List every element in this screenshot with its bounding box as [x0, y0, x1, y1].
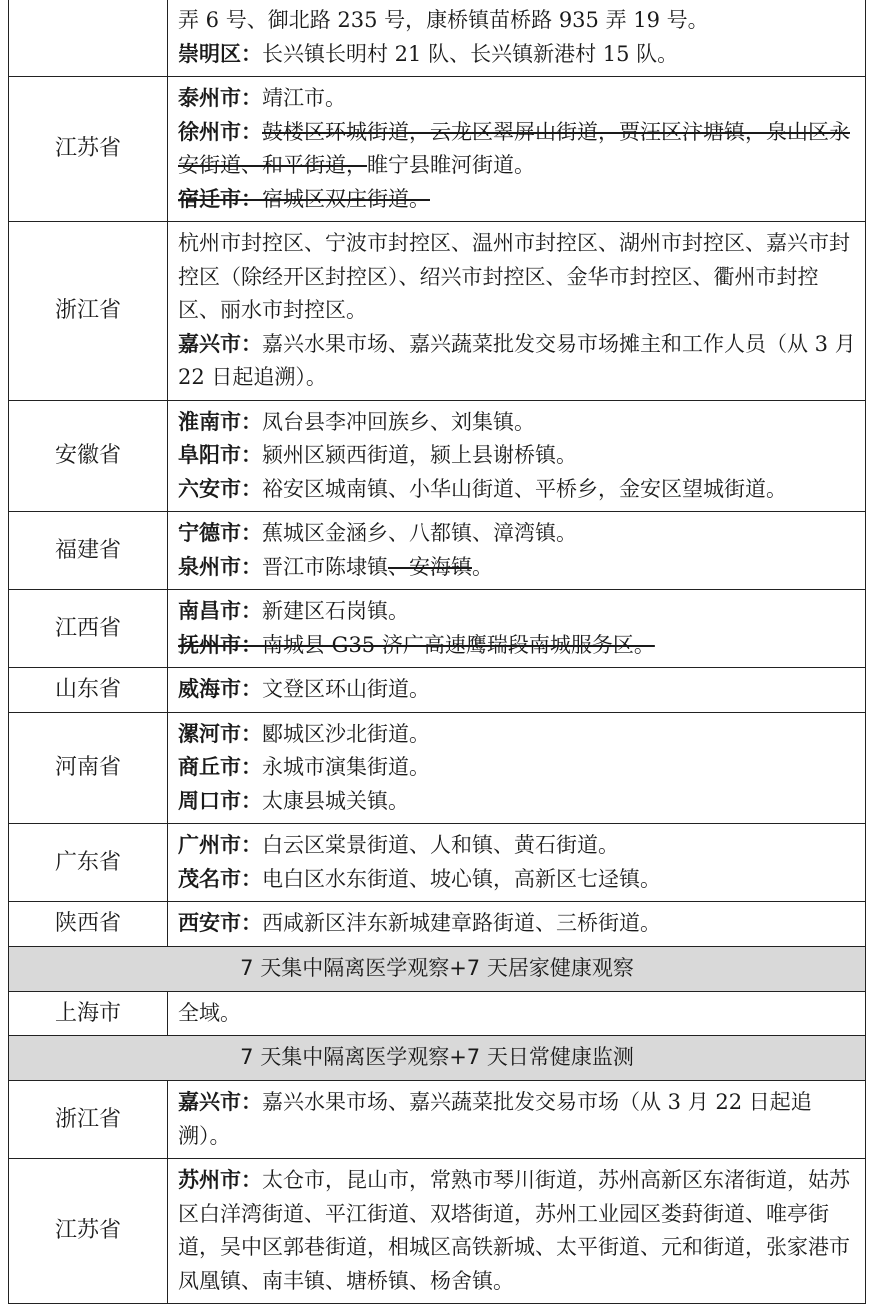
struck-text: 南城县 G35 济广高速鹰瑞段南城服务区。: [262, 632, 655, 657]
area-line: [178, 785, 857, 819]
struck-text: 、安海镇: [388, 554, 472, 579]
city-label: 苏州市：: [178, 1168, 262, 1192]
table-row: [9, 590, 866, 668]
area-cell: [168, 400, 866, 512]
area-text: 太康县城关镇。: [262, 788, 409, 813]
area-text: 蕉城区金涵乡、八都镇、漳湾镇。: [262, 521, 577, 545]
area-cell: [168, 824, 866, 902]
province-cell: [9, 0, 168, 77]
table-row: [9, 668, 866, 713]
city-label: 嘉兴市：: [178, 1090, 262, 1114]
area-cell: [168, 712, 866, 824]
city-label: 广州市：: [178, 833, 262, 857]
province-cell: 安徽省: [9, 400, 168, 512]
area-text: 颍州区颍西街道，颍上县谢桥镇。: [262, 443, 577, 467]
area-line: [178, 183, 857, 217]
area-line: [178, 473, 857, 507]
area-line: [178, 38, 857, 72]
area-line: [178, 227, 857, 328]
city-label: 宿迁市：: [178, 186, 262, 211]
area-cell: [168, 590, 866, 668]
city-label: 阜阳市：: [178, 443, 262, 467]
province-cell: 山东省: [9, 668, 168, 713]
province-cell: 福建省: [9, 512, 168, 590]
area-text: 电白区水东街道、坡心镇，高新区七迳镇。: [262, 866, 661, 891]
area-text: 嘉兴水果市场、嘉兴蔬菜批发交易市场摊主和工作人员（从 3 月 22 日起追溯）。: [178, 331, 856, 389]
table-row: [9, 400, 866, 512]
area-line: [178, 718, 857, 752]
area-text: 白云区棠景街道、人和镇、黄石街道。: [262, 833, 619, 857]
area-text: 长兴镇长明村 21 队、长兴镇新港村 15 队。: [262, 41, 679, 66]
area-cell: [168, 512, 866, 590]
province-cell: 浙江省: [9, 1081, 168, 1159]
section-title: 7 天集中隔离医学观察+7 天日常健康监测: [9, 1036, 866, 1081]
area-line: [178, 751, 857, 785]
city-label: 淮南市：: [178, 409, 262, 434]
area-line: [178, 517, 857, 551]
province-cell: 江苏省: [9, 1159, 168, 1304]
city-label: 威海市：: [178, 677, 262, 701]
province-cell: 上海市: [9, 991, 168, 1036]
area-line: [178, 1164, 857, 1298]
area-line: [178, 673, 857, 707]
area-cell: [168, 668, 866, 713]
area-text: 杭州市封控区、宁波市封控区、温州市封控区、湖州市封控区、嘉兴市封控区（除经开区封控区）、绍兴市封控区、金华市封控区、衢州市封控区、丽水市封控区。: [178, 231, 850, 322]
city-label: 商丘市：: [178, 755, 262, 779]
area-text: 永城市演集街道。: [262, 755, 430, 779]
area-text: 全域。: [178, 1000, 241, 1025]
area-line: [178, 82, 857, 116]
area-text: 西咸新区沣东新城建章路街道、三桥街道。: [262, 911, 661, 935]
area-text: 。: [472, 554, 493, 579]
area-text: 文登区环山街道。: [262, 677, 430, 701]
city-label: 宁德市：: [178, 521, 262, 545]
area-line: [178, 4, 857, 38]
city-label: 抚州市：: [178, 632, 262, 657]
city-label: 六安市：: [178, 476, 262, 501]
area-text: 郾城区沙北街道。: [262, 721, 430, 746]
table-body: [9, 0, 866, 1304]
table-row: [9, 824, 866, 902]
table-row: [9, 902, 866, 947]
area-cell: [168, 77, 866, 222]
area-line: [178, 595, 857, 629]
table-row: [9, 712, 866, 824]
area-text: 新建区石岗镇。: [262, 599, 409, 623]
area-text: 裕安区城南镇、小华山街道、平桥乡，金安区望城街道。: [262, 476, 787, 501]
city-label: 周口市：: [178, 788, 262, 813]
province-cell: 陕西省: [9, 902, 168, 947]
table-row: [9, 222, 866, 401]
province-cell: 江苏省: [9, 77, 168, 222]
table-row: [9, 1081, 866, 1159]
city-label: 泰州市：: [178, 86, 262, 110]
struck-text: 鼓楼区环城街道，云龙区翠屏山街道，贾汪区汴塘镇，泉山区永安街道、和平街道，: [178, 119, 850, 177]
area-text: 凤台县李冲回族乡、刘集镇。: [262, 409, 535, 434]
area-line: [178, 116, 857, 183]
section-header-row: [9, 1036, 866, 1081]
area-line: [178, 328, 857, 395]
table-row: [9, 0, 866, 77]
area-text: 靖江市。: [262, 86, 346, 110]
area-text: 睢宁县睢河街道。: [367, 153, 535, 177]
area-text: 嘉兴水果市场、嘉兴蔬菜批发交易市场（从 3 月 22 日起追溯）。: [178, 1090, 812, 1148]
area-text: 晋江市陈埭镇: [262, 554, 388, 579]
city-label: 嘉兴市：: [178, 331, 262, 356]
risk-area-table: [8, 0, 866, 1304]
struck-text: 宿城区双庄街道。: [262, 186, 430, 211]
province-cell: 浙江省: [9, 222, 168, 401]
area-cell: [168, 991, 866, 1036]
province-cell: 江西省: [9, 590, 168, 668]
area-cell: [168, 1159, 866, 1304]
area-line: [178, 406, 857, 440]
area-line: [178, 439, 857, 473]
area-cell: [168, 0, 866, 77]
area-cell: [168, 902, 866, 947]
table-row: [9, 1159, 866, 1304]
city-label: 南昌市：: [178, 599, 262, 623]
area-cell: [168, 222, 866, 401]
table-row: [9, 512, 866, 590]
section-header-row: [9, 946, 866, 991]
area-line: [178, 829, 857, 863]
section-title: 7 天集中隔离医学观察+7 天居家健康观察: [9, 946, 866, 991]
area-line: [178, 1086, 857, 1153]
province-cell: 河南省: [9, 712, 168, 824]
area-text: 太仓市，昆山市，常熟市琴川街道，苏州高新区东渚街道，姑苏区白洋湾街道、平江街道、双塔街道，苏州工业园区娄葑街道、唯亭街道，吴中区郭巷街道，相城区高铁新城、太平街道、元和街道，张家港市凤凰镇、南丰镇、塘桥镇、杨舍镇。: [178, 1168, 850, 1293]
province-cell: 广东省: [9, 824, 168, 902]
area-text: 弄 6 号、御北路 235 号，康桥镇苗桥路 935 弄 19 号。: [178, 8, 709, 32]
city-label: 崇明区：: [178, 41, 262, 66]
city-label: 漯河市：: [178, 721, 262, 746]
area-line: [178, 997, 857, 1031]
city-label: 茂名市：: [178, 866, 262, 891]
area-line: [178, 629, 857, 663]
city-label: 徐州市：: [178, 119, 262, 144]
city-label: 西安市：: [178, 911, 262, 935]
area-cell: [168, 1081, 866, 1159]
area-line: [178, 551, 857, 585]
table-row: [9, 991, 866, 1036]
area-line: [178, 907, 857, 941]
area-line: [178, 863, 857, 897]
city-label: 泉州市：: [178, 554, 262, 579]
table-row: [9, 77, 866, 222]
